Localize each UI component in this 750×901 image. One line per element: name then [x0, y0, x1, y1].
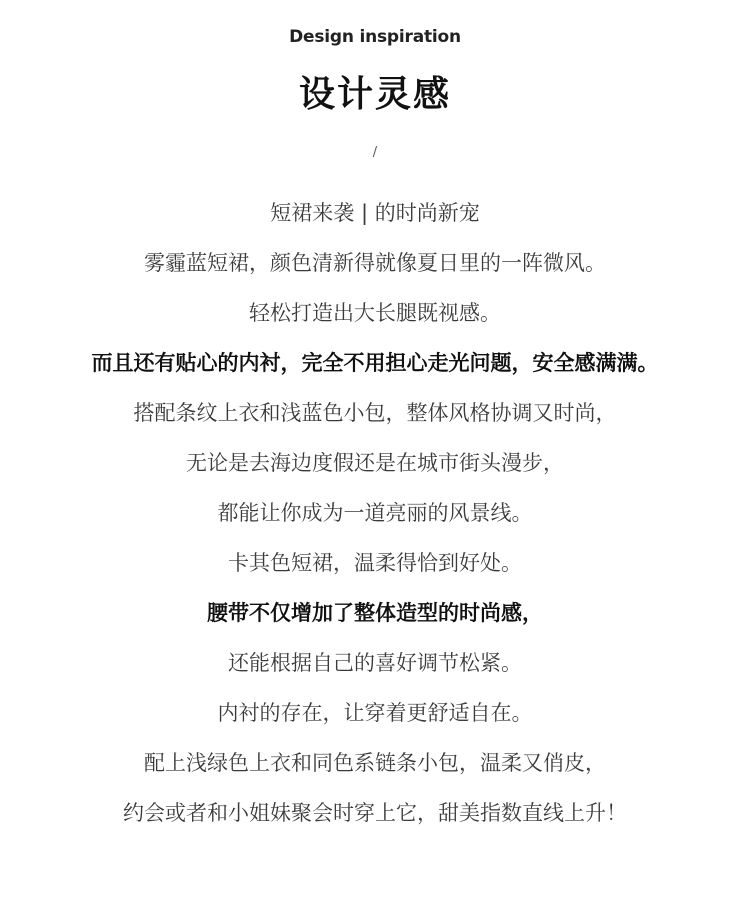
text-line: 腰带不仅增加了整体造型的时尚感， — [207, 601, 543, 625]
page-title: 设计灵感 — [298, 74, 451, 115]
text-line: 还能根据自己的喜好调节松紧。 — [228, 651, 522, 675]
text-line: 轻松打造出大长腿既视感。 — [249, 301, 501, 325]
text-line: 内衬的存在，让穿着更舒适自在。 — [217, 701, 533, 725]
text-line: 短裙来袭 | 的时尚新宠 — [270, 201, 480, 225]
english-subtitle: Design inspiration — [289, 27, 461, 47]
description-text-block — [0, 199, 750, 849]
text-line: 搭配条纹上衣和浅蓝色小包，整体风格协调又时尚， — [133, 401, 617, 425]
divider-slash: / — [372, 145, 378, 160]
text-line: 约会或者和小姐妹聚会时穿上它，甜美指数直线上升！ — [123, 801, 627, 825]
text-line: 无论是去海边度假还是在城市街头漫步， — [186, 451, 564, 475]
text-line: 而且还有贴心的内衬，完全不用担心走光问题，安全感满满。 — [91, 351, 659, 375]
text-line: 都能让你成为一道亮丽的风景线。 — [217, 501, 533, 525]
text-line: 卡其色短裙，温柔得恰到好处。 — [228, 551, 522, 575]
text-line: 雾霾蓝短裙，颜色清新得就像夏日里的一阵微风。 — [144, 251, 606, 275]
text-line: 配上浅绿色上衣和同色系链条小包，温柔又俏皮， — [144, 751, 606, 775]
